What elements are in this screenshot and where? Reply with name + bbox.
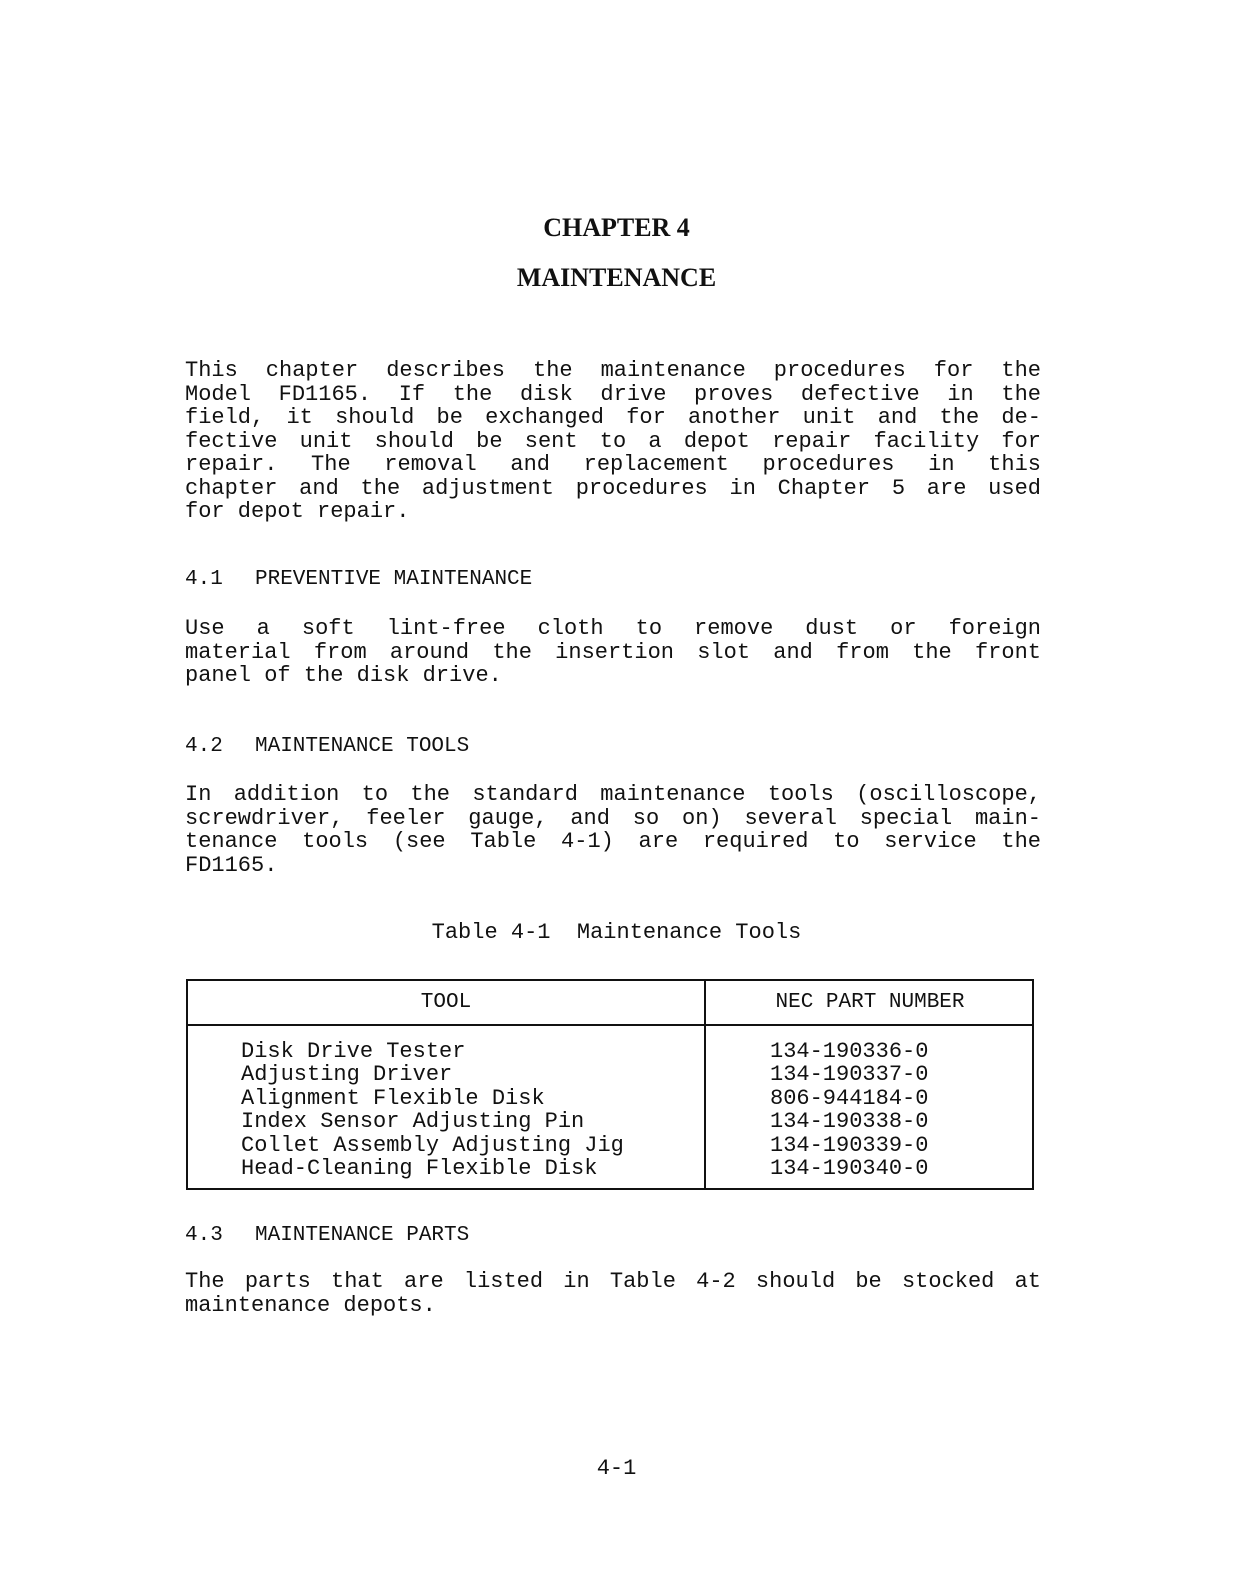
tool-cell: Head-Cleaning Flexible Disk (241, 1155, 598, 1181)
section-title: MAINTENANCE TOOLS (255, 735, 470, 758)
section-heading-4-3 (185, 1224, 469, 1247)
paragraph-line: FD1165. (185, 853, 278, 877)
tool-cell: Disk Drive Tester (241, 1039, 466, 1064)
section-number: 4.1 (185, 568, 223, 591)
chapter-title: MAINTENANCE (516, 263, 717, 292)
header-rule (188, 1024, 1032, 1026)
page-number: 4-1 (596, 1456, 637, 1481)
section-4-1-paragraph (185, 617, 1041, 688)
paragraph-line: The parts that are listed in Table 4-2 should be stocked at (185, 1270, 1041, 1294)
part-number-cell: 134-190340-0 (770, 1155, 929, 1181)
section-number: 4.3 (185, 1224, 223, 1247)
part-number-cell: 134-190338-0 (770, 1109, 929, 1135)
section-heading-4-2 (185, 735, 469, 758)
part-number-cell: 134-190336-0 (770, 1039, 929, 1064)
maintenance-tools-table (186, 979, 1034, 1190)
table-row (188, 1087, 1032, 1110)
chapter-number: CHAPTER 4 (543, 213, 690, 242)
part-number-cell: 806-944184-0 (770, 1085, 929, 1111)
section-title: PREVENTIVE MAINTENANCE (255, 568, 533, 591)
table-caption: Table 4-1 Maintenance Tools (431, 920, 802, 945)
table-header-part-number: NEC PART NUMBER (775, 991, 965, 1014)
intro-line: This chapter describes the maintenance procedures for the (185, 359, 1041, 383)
table-row (188, 1040, 1032, 1063)
section-heading-4-1 (185, 568, 532, 591)
paragraph-line: screwdriver, feeler gauge, and so on) several special main- (185, 806, 1041, 830)
part-number-cell: 134-190339-0 (770, 1132, 929, 1158)
paragraph-line: Use a soft lint-free cloth to remove dust or foreign (185, 617, 1041, 641)
table-header-tool: TOOL (420, 991, 472, 1014)
tool-cell: Adjusting Driver (241, 1062, 453, 1088)
paragraph-line: tenance tools (see Table 4-1) are required to service the (185, 830, 1041, 854)
tool-cell: Alignment Flexible Disk (241, 1085, 545, 1111)
table-row (188, 1110, 1032, 1133)
paragraph-line: maintenance depots. (185, 1293, 436, 1317)
intro-line: fective unit should be sent to a depot repair facility for (185, 429, 1041, 453)
intro-line: for depot repair. (185, 500, 410, 524)
part-number-cell: 134-190337-0 (770, 1062, 929, 1088)
section-title: MAINTENANCE PARTS (255, 1224, 470, 1247)
paragraph-line: material from around the insertion slot and from the front (185, 640, 1041, 664)
intro-line: repair. The removal and replacement procedures in this (185, 453, 1041, 477)
intro-line: chapter and the adjustment procedures in Chapter 5 are used (185, 476, 1041, 500)
section-number: 4.2 (185, 735, 223, 758)
tool-cell: Index Sensor Adjusting Pin (241, 1109, 585, 1135)
intro-paragraph (185, 359, 1041, 524)
section-4-2-paragraph (185, 783, 1041, 877)
intro-line: Model FD1165. If the disk drive proves defective in the (185, 382, 1041, 406)
intro-line: field, it should be exchanged for another unit and the de- (185, 406, 1041, 430)
table-row (188, 1063, 1032, 1086)
paragraph-line: panel of the disk drive. (185, 664, 502, 688)
section-4-3-paragraph (185, 1270, 1041, 1317)
paragraph-line: In addition to the standard maintenance tools (oscilloscope, (185, 783, 1041, 807)
table-row (188, 1134, 1032, 1157)
tool-cell: Collet Assembly Adjusting Jig (241, 1132, 624, 1158)
table-body (188, 1040, 1032, 1180)
table-row (188, 1157, 1032, 1180)
